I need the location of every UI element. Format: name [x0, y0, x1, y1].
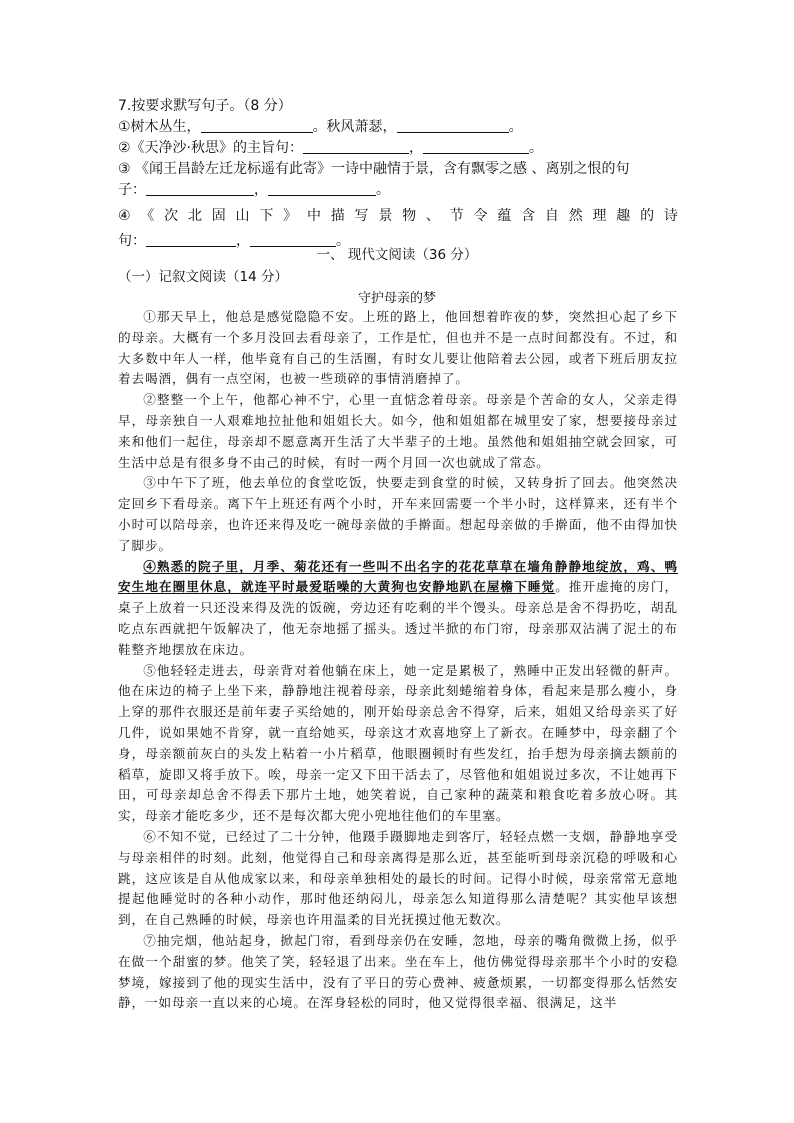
line-4b-end: 。: [336, 233, 350, 249]
line-4a-char: 趣: [616, 208, 631, 224]
line-4a-char: 中: [306, 208, 321, 224]
line-4b-mid: ，: [236, 233, 250, 249]
paragraph-3: ③中午下了班，他去单位的食堂吃饭，快要走到食堂的时候，又转身折了回去。他突然决定回乡下看母亲。离下午上班还有两个小时，开车来回需要一个半小时，这样算来，还有半个小时可以陪母亲，也许还来得及吃一碗母亲做的手擀面。想起母亲做的手擀面，他不由得加快了脚步。: [118, 475, 678, 553]
question-7-line-1: [118, 117, 678, 138]
answer-blank-3[interactable]: [303, 139, 409, 154]
paragraph-1: ①那天早上，他总是感觉隐隐不安。上班的路上，他回想着昨夜的梦，突然担心起了乡下的母亲。大概有一个多月没回去看母亲了，工作是忙，但也并不是一点时间都没有。不过，和大多数中年人一样，他毕竟有自己的生活圈，有时女儿要让他陪着去公园，或者下班后朋友拉着去喝酒，偶有一点空闲，也被一些琐碎的事情消磨掉了。: [118, 309, 678, 387]
line-4a-char: 蕴: [497, 208, 512, 224]
paragraph-4: [118, 557, 678, 661]
paragraph-6: ⑥不知不觉，已经过了二十分钟，他蹑手蹑脚地走到客厅，轻轻点燃一支烟，静静地享受与母亲相伴的时刻。此刻，他觉得自己和母亲离得是那么近，甚至能听到母亲沉稳的呼吸和心跳，这应该是自从他成家以来，和母亲单独相处的最长的时间。记得小时候，母亲常常无意地提起他睡觉时的各种小动作，那时他还纳闷儿，母亲怎么知道得那么清楚呢？其实他早该想到，在自己熟睡的时候，母亲也许用温柔的目光抚摸过他无数次。: [118, 828, 678, 928]
question-7-block: [118, 96, 678, 252]
line-4a-char: 诗: [663, 208, 678, 224]
answer-blank-2[interactable]: [397, 118, 509, 133]
line-4a-char: 的: [640, 208, 655, 224]
section-title: 一、 现代文阅读（36 分）: [316, 247, 478, 263]
line-4a-char: 令: [473, 208, 488, 224]
line-4a-char: 自: [544, 208, 559, 224]
line-1-end: 。: [508, 119, 523, 135]
line-4a-char: 、: [425, 208, 440, 224]
line-2-mid: ，: [409, 140, 424, 156]
answer-blank-6[interactable]: [268, 181, 376, 196]
article-title: 守护母亲的梦: [357, 291, 436, 306]
line-1-mid: 。秋风萧瑟，: [312, 119, 397, 135]
line-4a-char: 描: [330, 208, 345, 224]
article-body: [118, 307, 678, 1014]
line-1-prefix: ①树木丛生，: [118, 119, 201, 135]
line-2-end: 。: [529, 140, 544, 156]
paragraph-5: ⑤他轻轻走进去，母亲背对着他躺在床上，她一定是累极了，熟睡中正发出轻微的鼾声。他在床边的椅子上坐下来，静静地注视着母亲，母亲此刻蜷缩着身体，看起来是那么瘦小，身上穿的那件衣服还是前年妻子买给她的，刚开始母亲总舍不得穿，后来，姐姐又给母亲买了好几件，说如果她不肯穿，就一直给她买，母亲这才欢喜地穿上了新衣。在睡梦中，母亲翻了个身，母亲额前灰白的头发上粘着一小片稻草，他眼圈顿时有些发红，抬手想为母亲摘去额前的稻草，旋即又将手放下。唉，母亲一定又下田干活去了，尽管他和姐姐说过多次，不让她再下田，可母亲却总舍不得丢下那片土地，她笑着说，自己家种的蔬菜和粮食吃着多放心呀。其实，母亲才能吃多少，还不是每次都大兜小兜地往他们的车里塞。: [118, 662, 678, 824]
line-4a-char: 固: [211, 208, 226, 224]
line-3b-prefix: 子：: [118, 182, 146, 198]
line-4a-char: 次: [164, 208, 179, 224]
line-4a-char: 山: [235, 208, 250, 224]
question-7-title: 7.按要求默写句子。（8 分）: [118, 98, 292, 114]
line-4a-char: 写: [354, 208, 369, 224]
line-4a-char: 含: [521, 208, 536, 224]
line-4a-char: ④: [118, 208, 131, 224]
question-7-line-4a: [118, 201, 678, 231]
question-7-line-3b: [118, 180, 678, 201]
line-4b-prefix: 句：: [118, 233, 146, 249]
question-7-line-3a: ③ 《闻王昌龄左迁龙标遥有此寄》一诗中融情于景，含有飘零之感 、离别之恨的句: [118, 161, 630, 177]
answer-blank-4[interactable]: [423, 139, 529, 154]
line-4a-char: 节: [449, 208, 464, 224]
paragraph-4-rest: 。推开虚掩的房门，桌子上放着一只还没来得及洗的饭碗，旁边还有吃剩的半个馒头。母亲总是舍不得扔吃，胡乱吃点东西就把午饭解决了，他无奈地摇了摇头。透过半掀的布门帘，母亲那双沾满了泥土的布鞋整齐地摆放在床边。: [118, 579, 678, 657]
line-2-prefix: ②《天净沙·秋思》的主旨句：: [118, 140, 304, 156]
line-4a-char: 《: [140, 208, 155, 224]
subsection-title: （一）记叙文阅读（14 分）: [118, 269, 288, 285]
line-4a-char: 理: [592, 208, 607, 224]
line-4a-char: 景: [378, 208, 393, 224]
answer-blank-5[interactable]: [146, 181, 254, 196]
question-7-line-2: [118, 138, 678, 159]
paragraph-7: ⑦抽完烟，他站起身，掀起门帘，看到母亲仍在安睡，忽地，母亲的嘴角微微上扬，似乎在做一个甜蜜的梦。他笑了笑，轻轻退了出来。坐在车上，他仿佛觉得母亲那半个小时的安稳梦境，嫁接到了他的现实生活中，没有了平日的劳心费神、疲惫烦累，一切都变得那么恬然安静，一如母亲一直以来的心境。在浑身轻松的同时，他又觉得很幸福、很满足，这半: [118, 932, 678, 1011]
line-4a-char: 物: [402, 208, 417, 224]
line-4a-char: 下: [259, 208, 274, 224]
line-4a-char: 北: [187, 208, 202, 224]
line-4a-char: 然: [568, 208, 583, 224]
paragraph-2: ②整整一个上午，他都心神不宁，心里一直惦念着母亲。母亲是个苦命的女人，父亲走得早，母亲独自一人艰难地拉扯他和姐姐长大。如今，他和姐姐都在城里安了家，想要接母亲过来和他们一起住，母亲却不愿意离开生活了大半辈子的土地。虽然他和姐姐抽空就会回家，可生活中总是有很多身不由己的时候，有时一两个月回一次也就成了常态。: [118, 392, 678, 470]
line-3b-end: 。: [376, 182, 390, 198]
line-4a-char: 》: [283, 208, 298, 224]
line-3b-mid: ，: [254, 182, 268, 198]
answer-blank-1[interactable]: [201, 118, 313, 133]
highlighted-sentence: ④熟悉的院子里，月季、菊花还有一些叫不出名字的花花草草在墙角静静地绽放，鸡、鸭安生地在圈里休息，就连平时最爱聒噪的大黄狗也安静地趴在屋檐下睡觉: [118, 558, 678, 595]
